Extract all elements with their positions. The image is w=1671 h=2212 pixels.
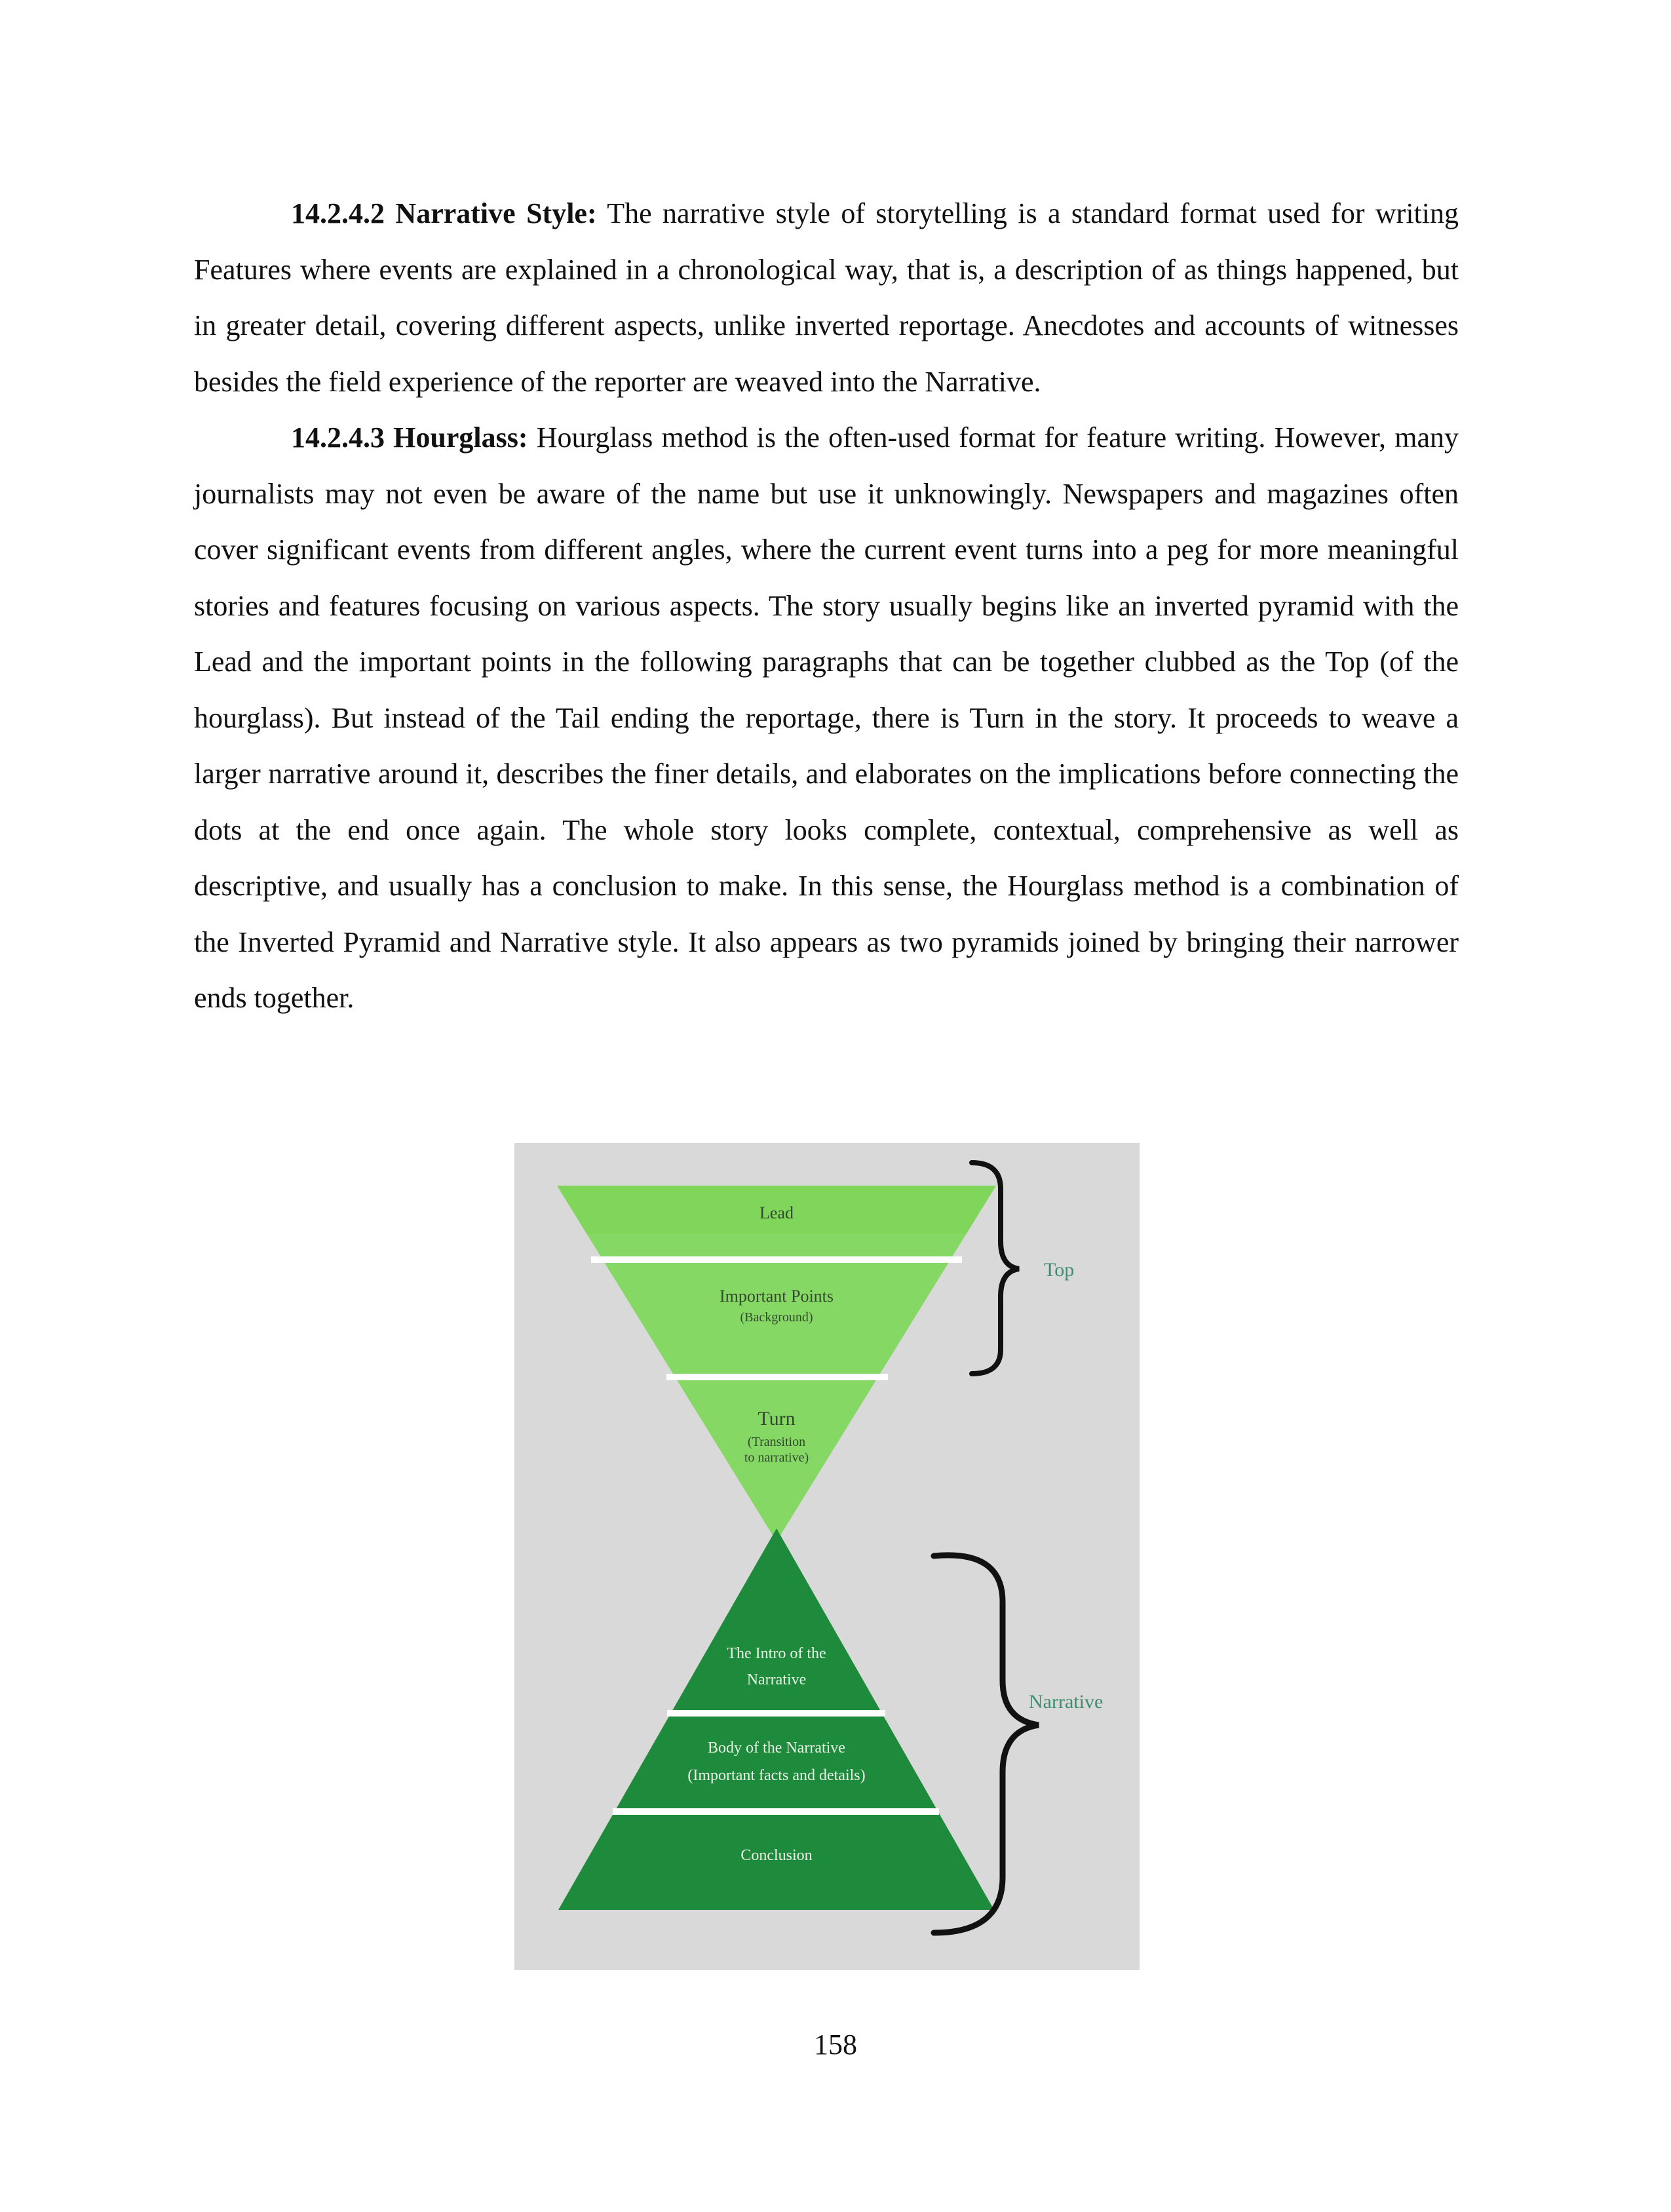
page-number: 158 (814, 2028, 857, 2061)
section-heading: 14.2.4.3 Hourglass: (291, 421, 528, 454)
top-triangle (557, 1186, 996, 1542)
turn-sublabel: (Transition (747, 1435, 806, 1449)
conclusion-label: Conclusion (740, 1847, 813, 1864)
intro-label: Narrative (746, 1671, 807, 1688)
important-points-label: Important Points (719, 1287, 834, 1306)
body-text (194, 185, 1459, 1026)
paragraph-text: Hourglass method is the often-used format for feature writing. However, many journalists may not even be aware of the name but use it unknowingly. Newspapers and magazines often cover significant events from different angles, where the current event turns into a peg for more meaningful stories and features focusing on various aspects. The story usually begins like an inverted pyramid with the Lead and the important points in the following paragraphs that can be together clubbed as the Top (of the hourglass). But instead of the Tail ending the reportage, there is Turn in the story. It proceeds to weave a larger narrative around it, describes the finer details, and elaborates on the implications before connecting the dots at the end once again. The whole story looks complete, contextual, comprehensive as well as descriptive, and usually has a conclusion to make. In this sense, the Hourglass method is a combination of the Inverted Pyramid and Narrative style. It also appears as two pyramids joined by bringing their narrower ends together. (194, 421, 1459, 1014)
top-brace-label: Top (1044, 1259, 1075, 1281)
intro-label: The Intro of the (727, 1645, 826, 1662)
paragraph-hourglass (194, 410, 1459, 1026)
lead-label: Lead (759, 1203, 794, 1222)
paragraph-narrative-style (194, 185, 1459, 410)
important-points-sublabel: (Background) (740, 1310, 813, 1325)
turn-sublabel: to narrative) (744, 1450, 809, 1465)
hourglass-diagram (514, 1143, 1140, 1970)
body-label: Body of the Narrative (708, 1739, 845, 1756)
paragraph-text: The narrative style of storytelling is a standard format used for writing Features where events are explained in a chronological way, that is, a description of as things happened, but in greater detail, covering different aspects, unlike inverted reportage. Anecdotes and accounts of witnesses besides the field experience of the reporter are weaved into the Narrative. (194, 197, 1459, 398)
narrative-brace-label: Narrative (1029, 1691, 1104, 1713)
section-heading: 14.2.4.2 Narrative Style: (291, 197, 597, 229)
body-label: (Important facts and details) (687, 1767, 866, 1784)
turn-label: Turn (758, 1408, 796, 1429)
